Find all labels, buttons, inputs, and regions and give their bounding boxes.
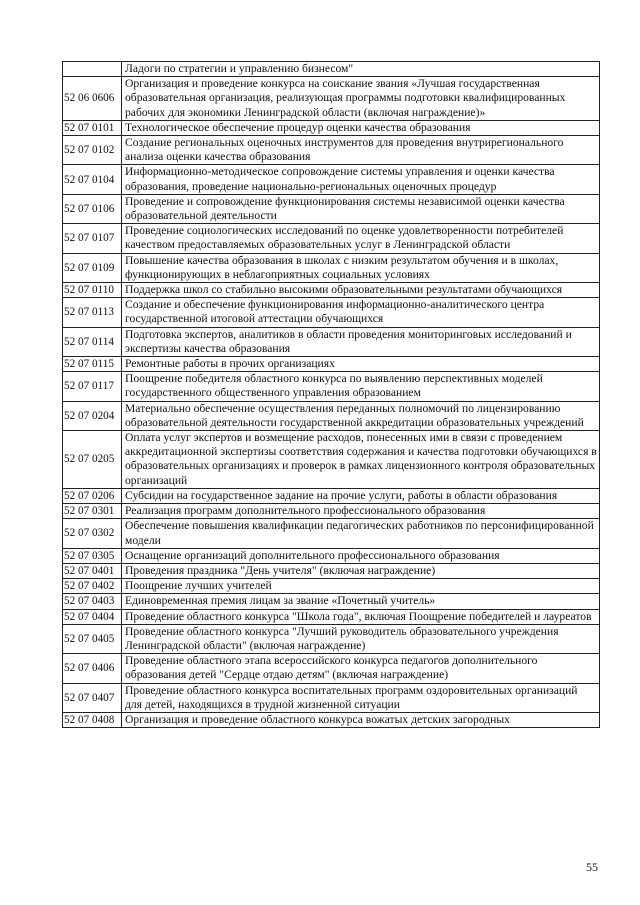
row-description: Поощрение победителя областного конкурса по выявлению перспективных моделей государственного общественного управления образованием [122, 372, 600, 401]
row-description: Подготовка экспертов, аналитиков в области проведения мониторинговых исследований и экспертизы качества образования [122, 327, 600, 356]
row-description: Технологическое обеспечение процедур оценки качества образования [122, 120, 600, 135]
table-row [63, 624, 600, 653]
table-row [63, 165, 600, 194]
table-row [63, 504, 600, 519]
row-code: 52 07 0407 [63, 683, 122, 712]
row-code: 52 07 0302 [63, 519, 122, 548]
row-code: 52 07 0109 [63, 253, 122, 282]
row-description: Реализация программ дополнительного профессионального образования [122, 504, 600, 519]
row-description: Ремонтные работы в прочих организациях [122, 357, 600, 372]
row-code: 52 07 0404 [63, 609, 122, 624]
row-code: 52 07 0113 [63, 298, 122, 327]
row-code: 52 07 0402 [63, 579, 122, 594]
row-code: 52 07 0107 [63, 224, 122, 253]
page-number: 55 [586, 860, 598, 874]
table-row [63, 579, 600, 594]
row-description: Создание региональных оценочных инструментов для проведения внутрирегионального анализа оценки качества образования [122, 136, 600, 165]
table-row [63, 563, 600, 578]
row-description: Обеспечение повышения квалификации педагогических работников по персонифицированной модели [122, 519, 600, 548]
row-description: Единовременная премия лицам за звание «Почетный учитель» [122, 594, 600, 609]
row-description: Оплата услуг экспертов и возмещение расходов, понесенных ими в связи с проведением аккредитационной экспертизы соответствия содержания и качества подготовки обучающихся в образовательных организациях и проверок в рамках лицензионного контроля образовательных организаций [122, 431, 600, 489]
row-code: 52 07 0301 [63, 504, 122, 519]
table-row [63, 224, 600, 253]
table-row [63, 609, 600, 624]
row-code: 52 07 0408 [63, 712, 122, 727]
table-row [63, 594, 600, 609]
table-row [63, 62, 600, 77]
row-code: 52 07 0204 [63, 401, 122, 430]
row-code [63, 62, 122, 77]
row-description: Проведение областного конкурса воспитательных программ оздоровительных организаций для детей, находящихся в трудной жизненной ситуации [122, 683, 600, 712]
row-description: Повышение качества образования в школах с низким результатом обучения и в школах, функционирующих в неблагоприятных социальных условиях [122, 253, 600, 282]
row-code: 52 07 0406 [63, 654, 122, 683]
row-description: Организация и проведение конкурса на соискание звания «Лучшая государственная образовательная организация, реализующая программы подготовки квалифицированных рабочих для экономики Ленинградской области (включая награждение)» [122, 77, 600, 121]
row-description: Поощрение лучших учителей [122, 579, 600, 594]
table-row [63, 654, 600, 683]
row-code: 52 07 0102 [63, 136, 122, 165]
row-description: Материально обеспечение осуществления переданных полномочий по лицензированию образовательной деятельности государственной аккредитации образовательных учреждений [122, 401, 600, 430]
row-code: 52 07 0305 [63, 548, 122, 563]
table-row [63, 548, 600, 563]
table-row [63, 253, 600, 282]
row-description: Проведение областного конкурса "Школа года", включая Поощрение победителей и лауреатов [122, 609, 600, 624]
row-code: 52 07 0405 [63, 624, 122, 653]
row-description: Проведение социологических исследований по оценке удовлетворенности потребителей качеством предоставляемых образовательных услуг в Ленинградской области [122, 224, 600, 253]
row-code: 52 07 0117 [63, 372, 122, 401]
row-description: Организация и проведение областного конкурса вожатых детских загородных [122, 712, 600, 727]
table-row [63, 194, 600, 223]
row-code: 52 07 0206 [63, 488, 122, 503]
table-row [63, 298, 600, 327]
table-row [63, 519, 600, 548]
table-row [63, 77, 600, 121]
table-row [63, 712, 600, 727]
row-description: Проведение областного этапа всероссийского конкурса педагогов дополнительного образования детей "Сердце отдаю детям" (включая награждение) [122, 654, 600, 683]
table-row [63, 120, 600, 135]
row-code: 52 07 0101 [63, 120, 122, 135]
table-row [63, 327, 600, 356]
row-description: Ладоги по стратегии и управлению бизнесом" [122, 62, 600, 77]
classification-table [62, 61, 600, 728]
row-code: 52 06 0606 [63, 77, 122, 121]
table-row [63, 283, 600, 298]
row-description: Субсидии на государственное задание на прочие услуги, работы в области образования [122, 488, 600, 503]
row-code: 52 07 0403 [63, 594, 122, 609]
row-description: Проведение областного конкурса "Лучший руководитель образовательного учреждения Ленинградской области" (включая награждение) [122, 624, 600, 653]
row-description: Оснащение организаций дополнительного профессионального образования [122, 548, 600, 563]
table-row [63, 431, 600, 489]
row-code: 52 07 0205 [63, 431, 122, 489]
row-description: Проведения праздника "День учителя" (включая награждение) [122, 563, 600, 578]
table-row [63, 372, 600, 401]
table-row [63, 488, 600, 503]
row-description: Поддержка школ со стабильно высокими образовательными результатами обучающихся [122, 283, 600, 298]
table-row [63, 136, 600, 165]
row-code: 52 07 0115 [63, 357, 122, 372]
row-code: 52 07 0104 [63, 165, 122, 194]
row-code: 52 07 0110 [63, 283, 122, 298]
table-row [63, 683, 600, 712]
row-description: Информационно-методическое сопровождение системы управления и оценки качества образования, проведение национально-региональных оценочных процедур [122, 165, 600, 194]
row-code: 52 07 0401 [63, 563, 122, 578]
row-code: 52 07 0106 [63, 194, 122, 223]
row-code: 52 07 0114 [63, 327, 122, 356]
table-row [63, 401, 600, 430]
row-description: Создание и обеспечение функционирования информационно-аналитического центра государственной итоговой аттестации обучающихся [122, 298, 600, 327]
table-row [63, 357, 600, 372]
row-description: Проведение и сопровождение функционирования системы независимой оценки качества образовательной деятельности [122, 194, 600, 223]
